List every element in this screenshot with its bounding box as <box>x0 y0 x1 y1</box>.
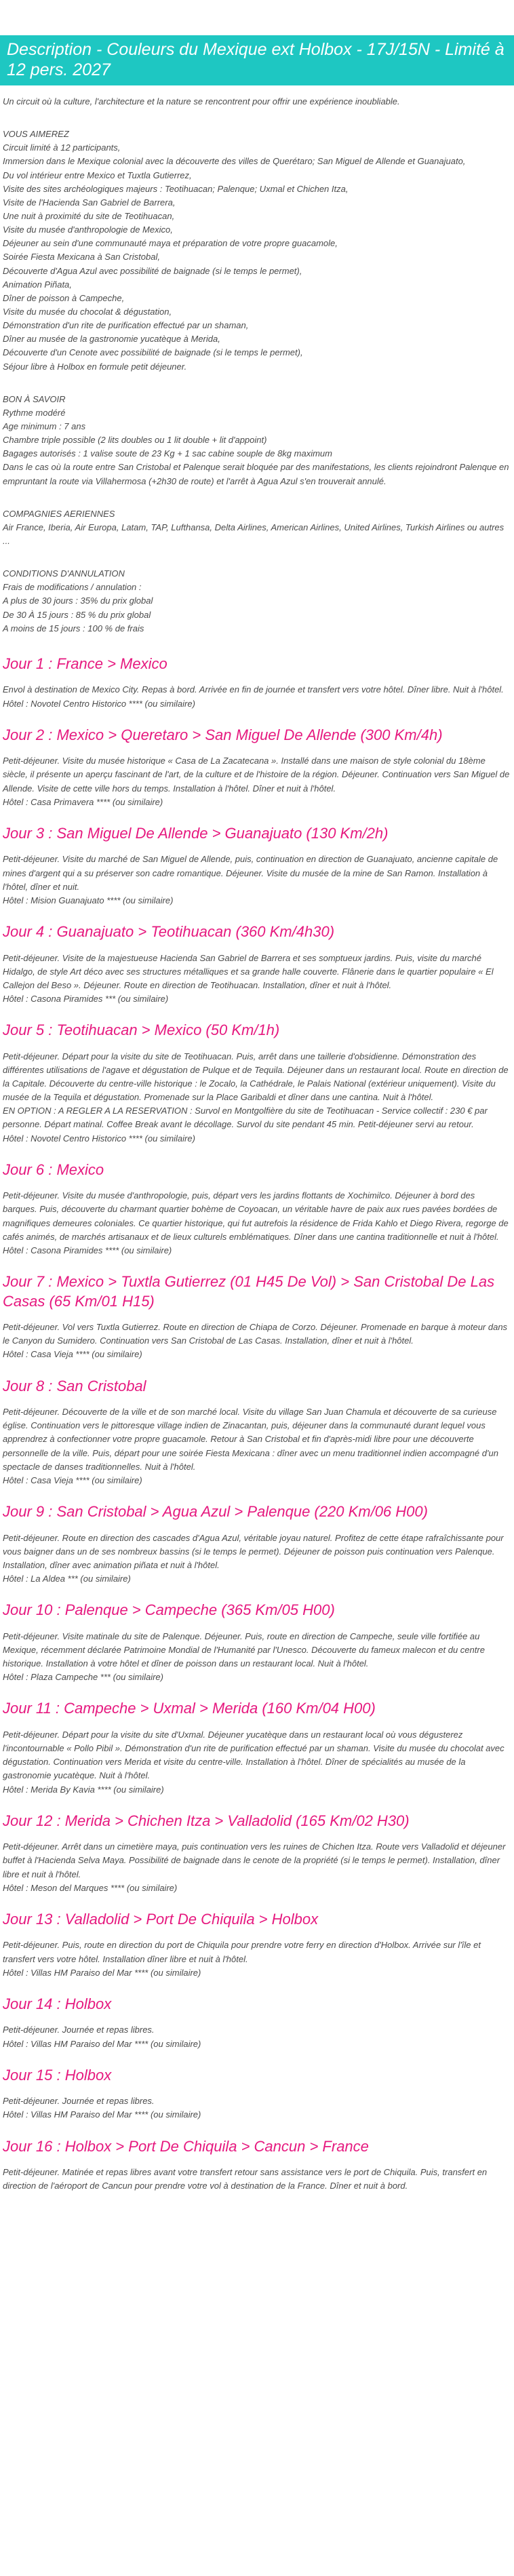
itinerary-day <box>3 1995 511 2051</box>
intro-text: Un circuit où la culture, l'architecture et la nature se rencontrent pour offrir une expérience inoubliable. <box>3 96 400 106</box>
day-hotel: Hôtel : Villas HM Paraiso del Mar **** (ou similaire) <box>3 2109 201 2120</box>
day-description: Petit-déjeuner. Route en direction des cascades d'Agua Azul, véritable joyau naturel. Profitez de cette étape rafraîchissante pour vous baigner dans un de ses nombreux bassins (si le temps le permet). Déjeuner de poisson puis continuation vers Palenque. Installation, dîner avec animation piñata et nuit à l'hôtel. <box>3 1532 504 1570</box>
day-hotel: Hôtel : Casa Vieja **** (ou similaire) <box>3 1475 142 1485</box>
info-line: Age minimum : 7 ans <box>3 421 86 431</box>
cancellation-line: A moins de 15 jours : 100 % de frais <box>3 623 144 633</box>
section-vous-aimerez <box>3 128 511 374</box>
airline-line: Air France, Iberia, Air Europa, Latam, TAP, Lufthansa, Delta Airlines, American Airlines, United Airlines, Turkish Airlines ou autres ... <box>3 522 505 546</box>
section-heading: COMPAGNIES AERIENNES <box>3 508 115 519</box>
itinerary-day <box>3 1160 511 1257</box>
day-hotel: Hôtel : Casona Piramides *** (ou similaire) <box>3 993 169 1004</box>
day-hotel: Hôtel : Merida By Kavia **** (ou similaire) <box>3 1784 164 1795</box>
highlight-line: Démonstration d'un rite de purification effectué par un shaman, <box>3 320 249 331</box>
day-title: Jour 12 : Merida > Chichen Itza > Valladolid (165 Km/02 H30) <box>3 1812 410 1829</box>
day-hotel: Hôtel : Mision Guanajuato **** (ou similaire) <box>3 895 174 905</box>
page-title: Description - Couleurs du Mexique ext Holbox - 17J/15N - Limité à 12 pers. 2027 <box>0 35 514 85</box>
day-title: Jour 4 : Guanajuato > Teotihuacan (360 Km/4h30) <box>3 922 335 940</box>
cancellation-line: Frais de modifications / annulation : <box>3 582 142 593</box>
day-hotel: Hôtel : Novotel Centro Historico **** (ou similaire) <box>3 1133 195 1144</box>
day-description: Envol à destination de Mexico City. Repas à bord. Arrivée en fin de journée et transfert vers votre hôtel. Dîner libre. Nuit à l'hôtel. <box>3 684 504 695</box>
highlight-line: Dîner de poisson à Campeche, <box>3 292 125 303</box>
description-content <box>0 95 514 2193</box>
day-title: Jour 13 : Valladolid > Port De Chiquila > Holbox <box>3 1910 319 1928</box>
highlight-line: Immersion dans le Mexique colonial avec la découverte des villes de Querétaro; San Miguel de Allende et Guanajuato, <box>3 156 466 167</box>
itinerary-day <box>3 1377 511 1487</box>
info-line: Rythme modéré <box>3 407 66 418</box>
day-hotel: Hôtel : Casa Primavera **** (ou similaire) <box>3 796 163 807</box>
itinerary-day <box>3 2066 511 2122</box>
day-hotel: Hôtel : Casona Piramides **** (ou similaire) <box>3 1245 172 1255</box>
day-description: Petit-déjeuner. Découverte de la ville et de son marché local. Visite du village San Juan Chamula et découverte de sa curieuse église. Continuation vers le pittoresque village indien de Zinacantan, puis, déjeuner dans la communauté durant lequel vous apprendrez à confectionner votre propre guacamole. Retour à San Cristobal et fin d'après-midi libre pour une découverte personnelle de la ville. Puis, départ pour une soirée Fiesta Mexicana : dîner avec un menu traditionnel indien accompagné d'un spectacle de danses traditionnelles. Nuit à l'hôtel. <box>3 1407 498 1472</box>
day-description: Petit-déjeuner. Départ pour la visite du site d'Uxmal. Déjeuner yucatèque dans un restaurant local où vous dégusterez l'incontournable « Pollo Pibil ». Démonstration d'un rite de purification effectué par un shaman. Visite du musée du chocolat avec dégustation. Continuation vers Merida et visite du centre-ville. Installation à l'hôtel. Dîner de spécialités au musée de la gastronomie yucatèque. Nuit à l'hôtel. <box>3 1729 505 1781</box>
day-description: Petit-déjeuner. Visite du marché de San Miguel de Allende, puis, continuation en direction de Guanajuato, ancienne capitale de mines d'argent qui a su préserver son cadre romantique. Déjeuner. Visite du musée de la mine de San Ramon. Installation à l'hôtel, dîner et nuit. <box>3 854 498 892</box>
itinerary-days <box>3 655 511 2193</box>
highlight-line: Séjour libre à Holbox en formule petit déjeuner. <box>3 361 187 372</box>
itinerary-day <box>3 1601 511 1684</box>
itinerary-day <box>3 1502 511 1586</box>
day-title: Jour 11 : Campeche > Uxmal > Merida (160 Km/04 H00) <box>3 1700 376 1717</box>
day-description: Petit-déjeuner. Journée et repas libres. <box>3 2096 155 2107</box>
highlight-line: Visite des sites archéologiques majeurs : Teotihuacan; Palenque; Uxmal et Chichen Itza, <box>3 183 349 194</box>
day-hotel: Hôtel : Plaza Campeche *** (ou similaire) <box>3 1672 163 1683</box>
highlight-line: Déjeuner au sein d'une communauté maya et préparation de votre propre guacamole, <box>3 238 338 249</box>
info-line: Dans le cas où la route entre San Cristobal et Palenque serait bloquée par des manifestations, les clients rejoindront Palenque en empruntant la route via Villahermosa (+2h30 de route) et l'arrêt à Agua Azul s'en trouverait annulé. <box>3 462 509 486</box>
itinerary-day <box>3 655 511 711</box>
day-hotel: Hôtel : Novotel Centro Historico **** (ou similaire) <box>3 698 195 709</box>
itinerary-day <box>3 726 511 809</box>
day-title: Jour 3 : San Miguel De Allende > Guanajuato (130 Km/2h) <box>3 824 389 842</box>
itinerary-day <box>3 2137 511 2193</box>
day-description: Petit-déjeuner. Visite du musée historique « Casa de La Zacatecana ». Installé dans une maison de style colonial du 18ème siècle, il présente un aperçu fascinant de l'art, de la culture et de l'histoire de la région. Déjeuner. Continuation vers San Miguel de Allende. Visite de cette ville hors du temps. Installation à l'hôtel. Dîner et nuit à l'hôtel. <box>3 756 510 794</box>
day-description: Petit-déjeuner. Visite matinale du site de Palenque. Déjeuner. Puis, route en direction de Campeche, seule ville fortifiée au Mexique, récemment déclarée Patrimoine Mondial de l'Humanité par l'Unesco. Découverte du fameux malecon et du centre historique. Installation à votre hôtel et dîner de poisson dans un restaurant local. Nuit à l'hôtel. <box>3 1631 485 1669</box>
highlight-line: Découverte d'Agua Azul avec possibilité de baignade (si le temps le permet), <box>3 265 302 276</box>
itinerary-day <box>3 1699 511 1796</box>
cancellation-line: De 30 À 15 jours : 85 % du prix global <box>3 609 151 620</box>
info-line: Bagages autorisés : 1 valise soute de 23 Kg + 1 sac cabine souple de 8kg maximum <box>3 448 332 459</box>
day-hotel: Hôtel : Casa Vieja **** (ou similaire) <box>3 1349 142 1360</box>
cancellation-line: A plus de 30 jours : 35% du prix global <box>3 596 153 606</box>
highlight-line: Du vol intérieur entre Mexico et Tuxtla Gutierrez, <box>3 170 192 180</box>
section-conditions-annulation <box>3 567 511 636</box>
day-title: Jour 16 : Holbox > Port De Chiquila > Cancun > France <box>3 2137 369 2155</box>
itinerary-day <box>3 1910 511 1980</box>
highlight-line: Découverte d'un Cenote avec possibilité de baignade (si le temps le permet), <box>3 347 303 358</box>
section-heading: CONDITIONS D'ANNULATION <box>3 568 125 579</box>
highlight-line: Visite de l'Hacienda San Gabriel de Barrera, <box>3 197 176 208</box>
day-description: Petit-déjeuner. Départ pour la visite du site de Teotihuacan. Puis, arrêt dans une taillerie d'obsidienne. Démonstration des différentes utilisations de l'agave et dégustation de Pulque et de Tequila. Déjeuner dans un restaurant local. Route en direction de la Capitale. Découverte du centre-ville historique : le Zocalo, la Cathédrale, le Palais National (extérieur uniquement). Visite du musée de la Tequila et dégustation. Promenade sur la Place Garibaldi et dîner dans une cantina. Nuit à l'hôtel. EN OPTION : A REGLER A LA RESERVATION : Survol en Montgolfière du site de Teotihuacan - Service collectif : 230 € par personne. Départ matinal. Coffee Break avant le décollage. Survol du site pendant 45 min. Petit-déjeuner servi au retour. <box>3 1051 509 1130</box>
itinerary-day <box>3 1812 511 1895</box>
day-title: Jour 8 : San Cristobal <box>3 1377 146 1394</box>
section-bon-a-savoir <box>3 393 511 488</box>
day-description: Petit-déjeuner. Vol vers Tuxtla Gutierrez. Route en direction de Chiapa de Corzo. Déjeuner. Promenade en barque à moteur dans le Canyon du Sumidero. Continuation vers San Cristobal de Las Casas. Installation, dîner et nuit à l'hôtel. <box>3 1322 508 1346</box>
day-title: Jour 10 : Palenque > Campeche (365 Km/05 H00) <box>3 1601 335 1619</box>
highlight-line: Dîner au musée de la gastronomie yucatèque à Merida, <box>3 334 220 345</box>
highlight-line: Soirée Fiesta Mexicana à San Cristobal, <box>3 252 160 262</box>
itinerary-day <box>3 1021 511 1146</box>
day-title: Jour 2 : Mexico > Queretaro > San Miguel De Allende (300 Km/4h) <box>3 726 443 743</box>
itinerary-day <box>3 1272 511 1362</box>
day-description: Petit-déjeuner. Visite du musée d'anthropologie, puis, départ vers les jardins flottants de Xochimilco. Déjeuner à bord des barques. Puis, découverte du charmant quartier bohème de Coyoacan, un véritable havre de paix aux rues pavées bordées de magnifiques demeures coloniales. Ce quartier historique, qui fut autrefois la résidence de Frida Kahlo et Diego Rivera, regorge de cafés animés, de marchés artisanaux et de lieux culturels emblématiques. Dîner dans une cantina traditionnelle et nuit à l'hôtel. <box>3 1190 509 1242</box>
highlight-line: Une nuit à proximité du site de Teotihuacan, <box>3 210 175 221</box>
day-description: Petit-déjeuner. Arrêt dans un cimetière maya, puis continuation vers les ruines de Chichen Itza. Route vers Valladolid et déjeuner buffet à l'Hacienda Selva Maya. Possibilité de baignade dans le cenote de la propriété (si le temps le permet). Installation, dîner libre et nuit à l'hôtel. <box>3 1841 506 1879</box>
section-compagnies-aeriennes <box>3 507 511 548</box>
day-hotel: Hôtel : La Aldea *** (ou similaire) <box>3 1574 131 1584</box>
day-title: Jour 1 : France > Mexico <box>3 655 167 672</box>
highlight-line: Animation Piñata, <box>3 279 72 290</box>
day-title: Jour 5 : Teotihuacan > Mexico (50 Km/1h) <box>3 1021 280 1039</box>
day-description: Petit-déjeuner. Puis, route en direction du port de Chiquila pour prendre votre ferry en direction d'Holbox. Arrivée sur l'île et transfert vers votre hôtel. Installation dîner libre et nuit à l'hôtel. <box>3 1940 481 1964</box>
day-description: Petit-déjeuner. Visite de la majestueuse Hacienda San Gabriel de Barrera et ses somptueux jardins. Puis, visite du marché Hidalgo, de style Art déco avec ses structures métalliques et sa grande halle couverte. Flânerie dans le quartier populaire « El Callejon del Beso ». Déjeuner. Route en direction de Teotihuacan. Installation, dîner et nuit à l'hôtel. <box>3 952 494 990</box>
day-description: Petit-déjeuner. Journée et repas libres. <box>3 2025 155 2035</box>
day-description: Petit-déjeuner. Matinée et repas libres avant votre transfert retour sans assistance vers le port de Chiquila. Puis, transfert en direction de l'aéroport de Cancun pour prendre votre vol à destination de la France. Dîner et nuit à bord. <box>3 2167 488 2191</box>
day-hotel: Hôtel : Meson del Marques **** (ou similaire) <box>3 1882 178 1893</box>
day-title: Jour 9 : San Cristobal > Agua Azul > Palenque (220 Km/06 H00) <box>3 1503 428 1521</box>
day-title: Jour 6 : Mexico <box>3 1160 104 1178</box>
day-hotel: Hôtel : Villas HM Paraiso del Mar **** (ou similaire) <box>3 1967 201 1978</box>
highlight-line: Circuit limité à 12 participants, <box>3 142 121 153</box>
day-title: Jour 15 : Holbox <box>3 2066 112 2084</box>
info-line: Chambre triple possible (2 lits doubles ou 1 lit double + lit d'appoint) <box>3 435 267 446</box>
itinerary-day <box>3 922 511 1006</box>
day-title: Jour 14 : Holbox <box>3 1995 112 2012</box>
highlight-line: Visite du musée d'anthropologie de Mexico, <box>3 225 173 235</box>
day-title: Jour 7 : Mexico > Tuxtla Gutierrez (01 H45 De Vol) > San Cristobal De Las Casas (65 Km/01 H15) <box>3 1273 495 1310</box>
day-hotel: Hôtel : Villas HM Paraiso del Mar **** (ou similaire) <box>3 2038 201 2049</box>
highlight-line: Visite du musée du chocolat & dégustation, <box>3 306 172 317</box>
itinerary-day <box>3 824 511 908</box>
section-heading: VOUS AIMEREZ <box>3 129 69 140</box>
section-heading: BON À SAVOIR <box>3 393 66 404</box>
